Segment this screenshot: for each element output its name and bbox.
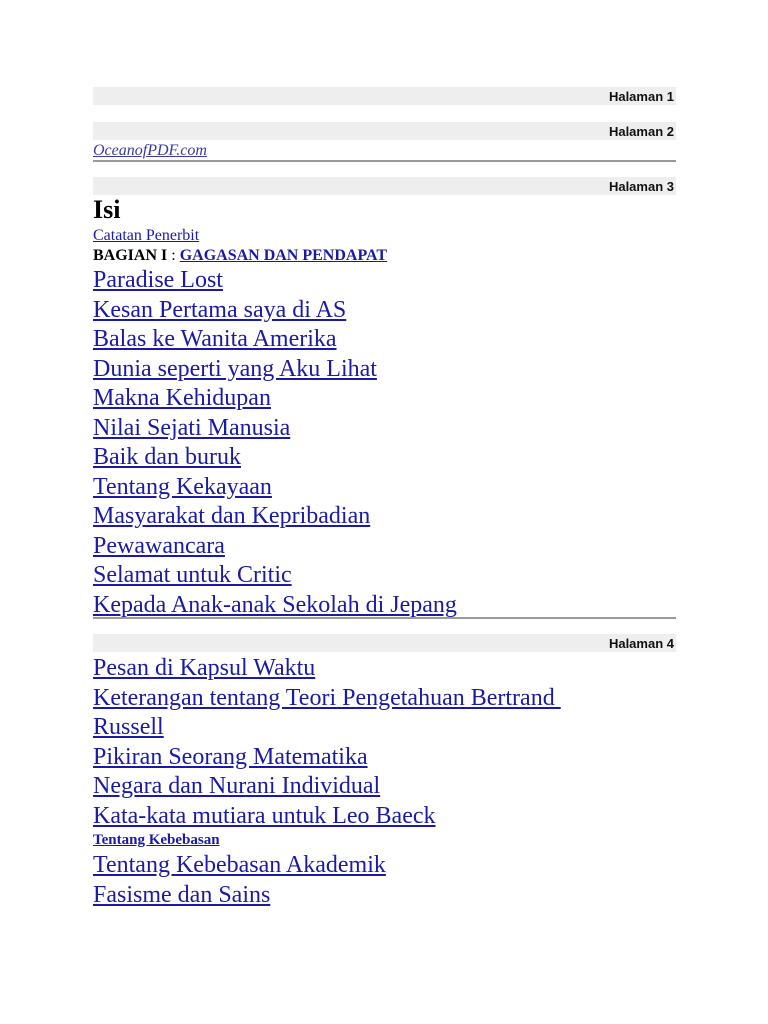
toc-link[interactable]: Kesan Pertama saya di AS: [93, 296, 347, 323]
toc-title: Isi: [93, 195, 121, 224]
page-header-4: [93, 634, 676, 652]
toc-item: [93, 713, 561, 743]
page-header-1: [93, 87, 676, 105]
page-number-label: Halaman 4: [608, 636, 674, 651]
toc-link[interactable]: Makna Kehidupan: [93, 385, 271, 411]
toc-link[interactable]: Kata-kata mutiara untuk Leo Baeck: [93, 802, 436, 829]
toc-link[interactable]: Pesan di Kapsul Waktu: [93, 655, 316, 681]
toc-item: [93, 561, 457, 591]
page-number-label: Halaman 1: [608, 89, 674, 104]
toc-link[interactable]: Pikiran Seorang Matematika: [93, 743, 368, 770]
toc-item: [93, 414, 457, 444]
toc-link[interactable]: Paradise Lost: [93, 267, 223, 293]
part-label: BAGIAN I: [93, 247, 168, 264]
source-link[interactable]: OceanofPDF.com: [93, 142, 207, 159]
toc-link[interactable]: Balas ke Wanita Amerika: [93, 326, 337, 352]
part-heading: [93, 246, 387, 266]
toc-item: [93, 591, 457, 621]
toc-item: [93, 473, 457, 503]
toc-link[interactable]: Negara dan Nurani Individual: [93, 773, 381, 799]
toc-link[interactable]: Baik dan buruk: [93, 444, 241, 470]
toc-item: [93, 772, 561, 802]
toc-link[interactable]: Russell: [93, 714, 164, 740]
page-separator: [93, 160, 676, 162]
toc-item: [93, 802, 561, 832]
toc-item: [93, 296, 457, 326]
page-number-label: Halaman 3: [608, 179, 674, 194]
part-link[interactable]: GAGASAN DAN PENDAPAT: [179, 247, 388, 264]
toc-link[interactable]: Fasisme dan Sains: [93, 881, 271, 908]
toc-link[interactable]: Selamat untuk Critic: [93, 562, 292, 588]
toc-item: [93, 654, 561, 684]
toc-item: [93, 325, 457, 355]
toc-item: [93, 881, 386, 911]
toc-item: [93, 384, 457, 414]
toc-link[interactable]: Kepada Anak-anak Sekolah di Jepang: [93, 591, 457, 618]
toc-item: [93, 684, 561, 714]
toc-link[interactable]: Pewawancara: [93, 532, 225, 559]
part-separator: :: [167, 247, 180, 264]
toc-item: [93, 851, 386, 881]
toc-link[interactable]: Nilai Sejati Manusia: [93, 414, 291, 441]
page-number-label: Halaman 2: [608, 124, 674, 139]
publisher-note-entry: [93, 226, 199, 246]
toc-link[interactable]: Masyarakat dan Kepribadian: [93, 503, 371, 529]
section-subheading: [93, 830, 220, 850]
toc-link[interactable]: Keterangan tentang Teori Pengetahuan Bertrand: [93, 684, 561, 711]
toc-item: [93, 502, 457, 532]
publisher-note-link[interactable]: Catatan Penerbit: [93, 227, 200, 244]
toc-list-freedom: [93, 851, 386, 910]
toc-list-page4: [93, 654, 561, 831]
toc-item: [93, 355, 457, 385]
page-header-2: [93, 122, 676, 140]
toc-link[interactable]: Tentang Kekayaan: [93, 473, 272, 500]
toc-link[interactable]: Tentang Kebebasan Akademik: [93, 852, 386, 878]
subheading-link[interactable]: Tentang Kebebasan: [93, 832, 220, 848]
page-header-3: [93, 177, 676, 195]
toc-link[interactable]: Dunia seperti yang Aku Lihat: [93, 355, 377, 382]
toc-item: [93, 443, 457, 473]
toc-list-part1: [93, 266, 457, 620]
page-separator: [93, 617, 676, 619]
toc-item: [93, 266, 457, 296]
toc-item: [93, 743, 561, 773]
toc-item: [93, 532, 457, 562]
